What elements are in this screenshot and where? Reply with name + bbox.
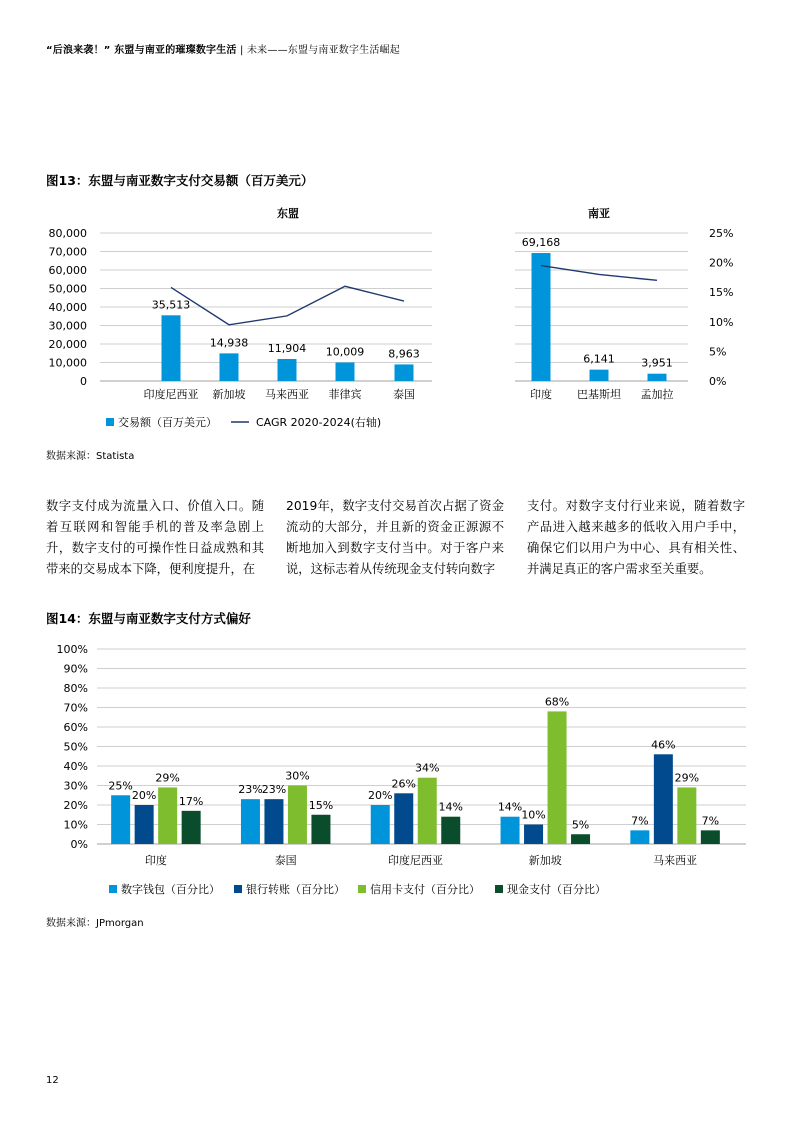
bar	[135, 805, 154, 844]
y-tick-left: 0	[80, 375, 87, 388]
bar	[241, 799, 260, 844]
bar-value-label: 26%	[391, 777, 416, 791]
header-subtitle: 未来——东盟与南亚数字生活崛起	[246, 45, 400, 56]
bar-value-label: 10%	[521, 808, 546, 822]
y-tick-right: 5%	[709, 345, 727, 359]
y-tick-left: 70,000	[48, 245, 87, 259]
group-title: 东盟	[277, 207, 299, 220]
bar-value-label: 14%	[438, 800, 463, 814]
bar	[278, 359, 297, 381]
bar-value-label: 20%	[131, 789, 157, 802]
category-label: 泰国	[393, 388, 415, 401]
bar	[311, 815, 330, 844]
category-label: 马来西亚	[265, 388, 309, 401]
bar	[336, 362, 355, 381]
bar-value-label: 7%	[701, 814, 720, 828]
bar	[288, 786, 307, 845]
cagr-line-south-asia	[541, 266, 657, 281]
figure13-source: 数据来源：Statista	[46, 451, 135, 462]
category-label: 孟加拉	[640, 388, 674, 401]
legend-swatch	[109, 885, 117, 893]
category-label: 泰国	[274, 854, 297, 867]
bar	[532, 253, 551, 381]
figure14-chart	[0, 635, 793, 905]
legend-swatch-bar	[106, 418, 114, 426]
bar	[677, 787, 696, 844]
running-header	[46, 41, 400, 56]
bar-value-label: 11,904	[267, 341, 307, 355]
bar	[630, 830, 649, 844]
bar-value-label: 23%	[238, 783, 263, 797]
legend-label: 银行转账（百分比）	[246, 883, 345, 896]
bar-value-label: 29%	[155, 771, 180, 785]
body-column-2: 2019年，数字支付交易首次占据了资金流动的大部分，并且新的资金正源源不断地加入到数字支付当中。对于客户来说，这标志着从传统现金支付转向数字	[286, 499, 504, 576]
category-label: 印度	[530, 388, 552, 401]
category-label: 印度尼西亚	[388, 854, 443, 867]
legend-label: 数字钱包（百分比）	[121, 883, 220, 896]
y-tick: 30%	[63, 779, 88, 793]
y-tick: 50%	[63, 740, 88, 754]
y-tick-right: 20%	[709, 256, 734, 270]
y-tick-left: 40,000	[48, 301, 87, 314]
bar-value-label: 3,951	[641, 356, 673, 370]
category-label: 新加坡	[212, 388, 246, 401]
category-label: 印度	[144, 854, 167, 867]
y-tick-left: 10,000	[48, 356, 87, 370]
bar	[111, 795, 130, 844]
bar	[418, 778, 437, 844]
bar-value-label: 7%	[631, 814, 649, 828]
category-label: 巴基斯坦	[577, 388, 621, 401]
bar	[548, 711, 567, 844]
y-tick: 100%	[56, 643, 88, 656]
y-tick: 40%	[63, 760, 88, 773]
bar-value-label: 34%	[415, 761, 440, 775]
bar-value-label: 20%	[368, 789, 393, 802]
bar-value-label: 10,009	[325, 345, 365, 359]
bar-value-label: 23%	[261, 783, 287, 797]
bar-value-label: 17%	[178, 794, 204, 808]
y-tick-right: 0%	[709, 375, 727, 388]
figure14-title: 图14：东盟与南亚数字支付方式偏好	[46, 611, 251, 626]
body-column-1: 数字支付成为流量入口、价值入口。随着互联网和智能手机的普及率急剧上升，数字支付的可操作性日益成熟和其带来的交易成本下降，便利度提升，在	[46, 499, 264, 576]
bar-value-label: 6,141	[583, 352, 615, 366]
bar	[162, 315, 181, 381]
bar	[394, 793, 413, 844]
y-tick-left: 20,000	[48, 338, 87, 351]
figure13-chart	[0, 195, 793, 445]
y-tick-left: 60,000	[48, 264, 87, 277]
bar	[648, 374, 667, 381]
bar	[441, 817, 460, 844]
header-title: “后浪来袭！” 东盟与南亚的璀璨数字生活	[46, 45, 237, 56]
bar-value-label: 25%	[108, 779, 133, 793]
y-tick: 90%	[63, 662, 88, 676]
bar-value-label: 5%	[571, 818, 590, 832]
bar-value-label: 46%	[651, 738, 676, 752]
figure14-source: 数据来源：JPmorgan	[46, 918, 144, 929]
legend-label: 现金支付（百分比）	[507, 883, 606, 896]
bar	[501, 817, 520, 844]
y-tick-left: 30,000	[48, 319, 87, 333]
bar-value-label: 30%	[285, 769, 310, 783]
bar	[590, 370, 609, 381]
bar	[182, 811, 201, 844]
bar-value-label: 69,168	[521, 236, 561, 250]
bar-value-label: 15%	[308, 798, 334, 812]
category-label: 新加坡	[528, 854, 562, 867]
y-tick: 0%	[70, 838, 88, 851]
y-tick: 70%	[63, 701, 88, 715]
category-label: 菲律宾	[328, 388, 362, 401]
y-tick: 80%	[63, 682, 88, 695]
bar	[264, 799, 283, 844]
bar-value-label: 35,513	[151, 298, 191, 312]
body-column-3: 支付。对数字支付行业来说，随着数字产品进入越来越多的低收入用户手中，确保它们以用户为中心、具有相关性、并满足真正的客户需求至关重要。	[527, 499, 745, 576]
group-title: 南亚	[588, 207, 610, 220]
legend-label-line: CAGR 2020-2024(右轴)	[256, 416, 382, 429]
legend-label: 信用卡支付（百分比）	[370, 883, 480, 896]
y-tick-right: 25%	[709, 227, 734, 240]
page-number: 12	[46, 1075, 59, 1086]
bar	[571, 834, 590, 844]
y-tick: 60%	[63, 721, 88, 734]
y-tick: 20%	[63, 799, 88, 812]
bar	[654, 754, 673, 844]
bar-value-label: 14%	[497, 800, 523, 814]
legend-label-bar: 交易额（百万美元）	[118, 416, 217, 429]
bar	[371, 805, 390, 844]
figure13-title: 图13：东盟与南亚数字支付交易额（百万美元）	[46, 173, 314, 188]
y-tick-right: 15%	[709, 286, 734, 300]
bar	[220, 353, 239, 381]
y-tick: 10%	[63, 818, 88, 832]
bar	[395, 364, 414, 381]
y-tick-left: 80,000	[48, 227, 87, 240]
category-label: 马来西亚	[653, 854, 698, 867]
header-separator: |	[236, 45, 247, 56]
bar-value-label: 14,938	[209, 336, 249, 350]
bar	[158, 787, 177, 844]
legend-swatch	[495, 885, 503, 893]
y-tick-left: 50,000	[48, 282, 87, 296]
category-label: 印度尼西亚	[143, 388, 199, 401]
legend-swatch	[358, 885, 366, 893]
bar-value-label: 8,963	[388, 347, 420, 361]
legend-swatch	[234, 885, 242, 893]
cagr-line-asean	[171, 286, 404, 324]
bar-value-label: 68%	[544, 695, 570, 709]
bar	[701, 830, 720, 844]
bar	[524, 825, 543, 845]
bar-value-label: 29%	[674, 771, 700, 785]
y-tick-right: 10%	[709, 315, 734, 329]
